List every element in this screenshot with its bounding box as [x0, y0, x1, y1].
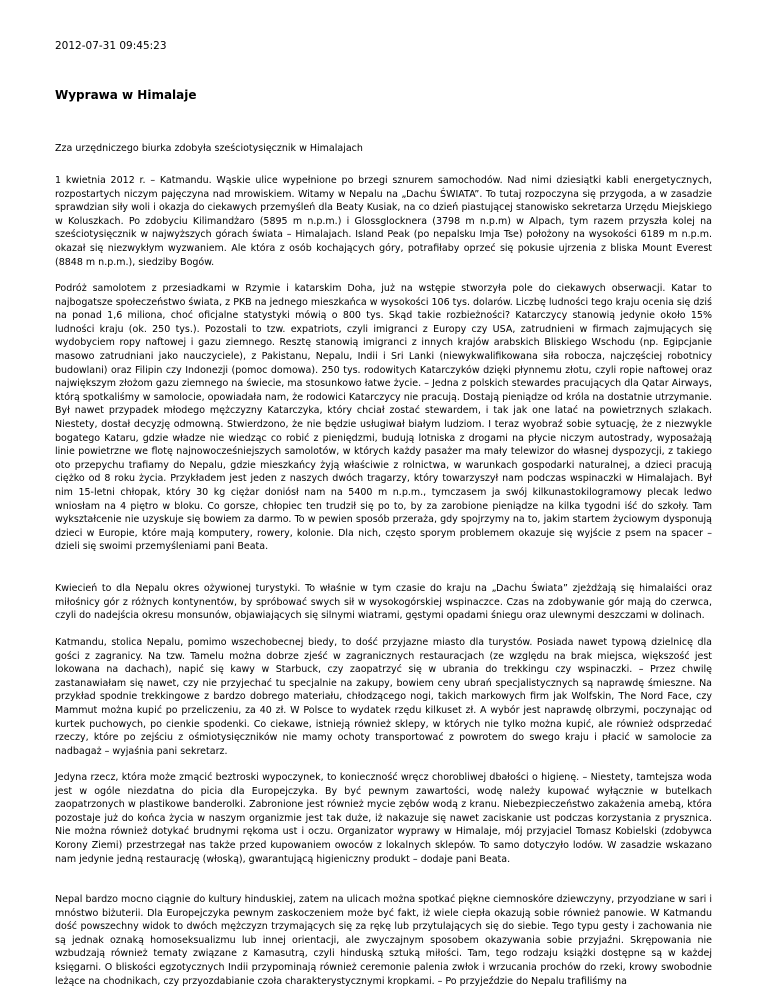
paragraph-5: Jedyna rzecz, która może zmącić beztroski wypoczynek, to konieczność wręcz chorobliwej dbałości o higienę. – Niestety, tamtejsza woda jest w ogóle niezdatna do picia dla Europejczyka. By być pewnym zawartości, wodę należy kupować wyłącznie w butelkach zaopatrzonych w plastikowe banderolki. Zabronione jest również mycie zębów wodą z kranu. Niebezpieczeństwo zakażenia amebą, która pozostaje już do końca życia w naszym organizmie jest tak duże, iż nakazuje się nawet zaciskanie ust podczas korzystania z prysznica. Nie można również dotykać brudnymi rękoma ust i oczu. Organizator wyprawy w Himalaje, mój przyjaciel Tomasz Kobielski (zdobywca Korony Ziemi) przestrzegał nas także przed kupowaniem owoców z lokalnych sklepów. To samo dotyczyło lodów. W zasadzie wskazano nam jedynie jedną restaurację (włoską), gwarantującą higieniczny produkt – dodaje pani Beata. [55, 772, 712, 865]
paragraph-2: Podróż samolotem z przesiadkami w Rzymie i katarskim Doha, już na wstępie stworzyła pole do ciekawych obserwacji. Katar to najbogatsze społeczeństwo świata, z PKB na jednego mieszkańca w wysokości 106 tys. dolarów. Liczbę ludności tego kraju ocenia się dziś na ponad 1,6 miliona, choć oficjalne statystyki mówią o 800 tys. Skąd takie rozbieżności? Katarczycy stanowią jedynie około 15% ludności kraju (ok. 250 tys.). Pozostali to tzw. expatriots, czyli imigranci z Europy czy USA, zatrudnieni w firmach zajmujących się wydobyciem ropy naftowej i gazu ziemnego. Resztę stanowią imigranci z innych krajów arabskich Bliskiego Wschodu (np. Egipcjanie masowo zatrudniani jako nauczyciele), z Pakistanu, Nepalu, Indii i Sri Lanki (niewykwalifikowana siła robocza, najczęściej robotnicy budowlani) oraz Filipin czy Indonezji (pomoc domowa). 250 tys. rodowitych Katarczyków dzięki płynnemu złotu, czyli ropie naftowej oraz największym złożom gazu ziemnego na świecie, ma stosunkowo łatwe życie. – Jedna z polskich stewardes pracujących dla Qatar Airways, którą spotkaliśmy w samolocie, opowiadała nam, że rodowici Katarczycy nie pracują. Dostają pieniądze od króla na dostatnie utrzymanie. Był nawet przypadek młodego mężczyzny Katarczyka, który chciał zostać stewardem, i tak jak one latać na powietrznych szlakach. Niestety, dostał decyzję odmowną. Stwierdzono, że nie będzie usługiwał białym ludziom. I teraz wyobraź sobie sytuację, że z niezwykle bogatego Kataru, gdzie władze nie wiedząc co robić z pieniędzmi, budują lotniska z drogami na płycie niczym autostrady, wyposażają linie powietrzne we flotę najnowocześniejszych samolotów, w których każdy pasażer ma mały telewizor do własnej dyspozycji, z takiego oto przepychu trafiamy do Nepalu, gdzie mieszkańcy żyją właściwie z rolnictwa, w warunkach gospodarki naturalnej, a dzieci pracują ciężko od 8 roku życia. Przykładem jest jeden z naszych dwóch tragarzy, który towarzyszył nam podczas wspinaczki w Himalajach. Był nim 15-letni chłopak, który 30 kg ciężar doniósł nam na 5400 m n.p.m., tymczasem ja swój kilkunastokilogramowy plecak ledwo wniosłam na 4 piętro w bloku. Co gorsze, chłopiec ten trudził się po to, by za zarobione pieniądze na kilka tygodni iść do szkoły. Tam wykształcenie nie uzyskuje się bowiem za darmo. To w pewien sposób przeraża, gdy spojrzymy na to, jakim startem życiowym dysponują dzieci w Europie, które mają komputery, rowery, kolonie. Dla nich, często sporym problemem okazuje się wyjście z psem na spacer – dzieli się swoimi przemyśleniami pani Beata. [55, 283, 712, 553]
paragraph-1: 1 kwietnia 2012 r. – Katmandu. Wąskie ulice wypełnione po brzegi sznurem samochodów. Nad nimi dziesiątki kabli energetycznych, rozpostartych niczym pajęczyna nad mrowiskiem. Witamy w Nepalu na „Dachu ŚWIATA”. To tutaj rozpoczyna się przygoda, a w zasadzie sprawdzian siły woli i okazja do ciekawych przemyśleń dla Beaty Kusiak, na co dzień piastującej stanowisko sekretarza Urzędu Miejskiego w Koluszkach. Po zdobyciu Kilimandżaro (5895 m n.p.m.) i Glossglocknera (3798 m n.p.m) w Alpach, tym razem przyszła kolej na sześciotysięcznik w najwyższych górach świata – Himalajach. Island Peak (po nepalsku Imja Tse) położony na wysokości 6189 m n.p.m. okazał się niezwykłym wyzwaniem. Ale która z osób kochających góry, potrafiłaby oprzeć się pokusie ujrzenia z bliska Mount Everest (8848 m n.p.m.), siedziby Bogów. [55, 175, 712, 268]
paragraph-4: Katmandu, stolica Nepalu, pomimo wszechobecnej biedy, to dość przyjazne miasto dla turystów. Posiada nawet typową dzielnicę dla gości z zagranicy. Na tzw. Tamelu można dobrze zjeść w zagranicznych restauracjach (ze względu na brak miejsca, większość jest lokowana na dachach), napić się kawy w Starbuck, czy zaopatrzyć się w ubrania do trekkingu czy wspinaczki. – Przez chwilę zastanawiałam się nawet, czy nie przyjechać tu specjalnie na zakupy, bowiem ceny ubrań specjalistycznych są naprawdę śmieszne. Na przykład spodnie trekkingowe z bardzo dobrego materiału, chłodzącego nogi, takich markowych firm jak Wolfskin, The Nord Face, czy Mammut można kupić po przeliczeniu, za 40 zł. W Polsce to wydatek rzędu kilkuset zł. A wybór jest naprawdę olbrzymi, poczynając od kurtek puchowych, po cienkie spodenki. Co ciekawe, istnieją również sklepy, w których nie tylko można kupić, ale również odsprzedać rzeczy, które po zejściu z ośmiotysięczników nie mamy ochoty transportować z powrotem do swego kraju i płacić w samolocie za nadbagaż – wyjaśnia pani sekretarz. [55, 637, 712, 757]
article-lead: Zza urzędniczego biurka zdobyła sześciotysięcznik w Himalajach [55, 143, 363, 154]
timestamp: 2012-07-31 09:45:23 [55, 40, 167, 52]
paragraph-6: Nepal bardzo mocno ciągnie do kultury hinduskiej, zatem na ulicach można spotkać piękne ciemnoskóre dziewczyny, przyodziane w sari i mnóstwo biżuterii. Dla Europejczyka pewnym zaskoczeniem może być fakt, iż wiele ciepła okazują sobie również panowie. W Katmandu dość powszechny widok to dwóch mężczyzn trzymających się za rękę lub przytulających się do siebie. Tego typu gesty i zachowania nie są jednak oznaką homoseksualizmu lub innej orientacji, ale zwyczajnym sposobem okazywania sobie przyjaźni. Skrępowania nie wzbudzają również tematy związane z Kamasutrą, czyli hinduską sztuką miłości. Tam, tego rodzaju książki dostępne są w każdej księgarni. O bliskości egzotycznych Indii przypominają również ceremonie palenia zwłok i wrzucania prochów do rzeki, krowy swobodnie leżące na chodnikach, czy przyozdabianie czoła charakterystycznymi kropkami. – Po przyjeździe do Nepalu trafiliśmy na [55, 894, 712, 987]
paragraph-3: Kwiecień to dla Nepalu okres ożywionej turystyki. To właśnie w tym czasie do kraju na „Dachu Świata” zjeżdżają się himalaiści oraz miłośnicy gór z różnych kontynentów, by spróbować swych sił w wysokogórskiej wspinaczce. Czas na zdobywanie gór mają do czerwca, czyli do nadejścia okresu monsunów, objawiających się silnymi wiatrami, gęstymi opadami śniegu oraz ulewnymi deszczami w dolinach. [55, 583, 712, 622]
article-title: Wyprawa w Himalaje [55, 88, 197, 102]
